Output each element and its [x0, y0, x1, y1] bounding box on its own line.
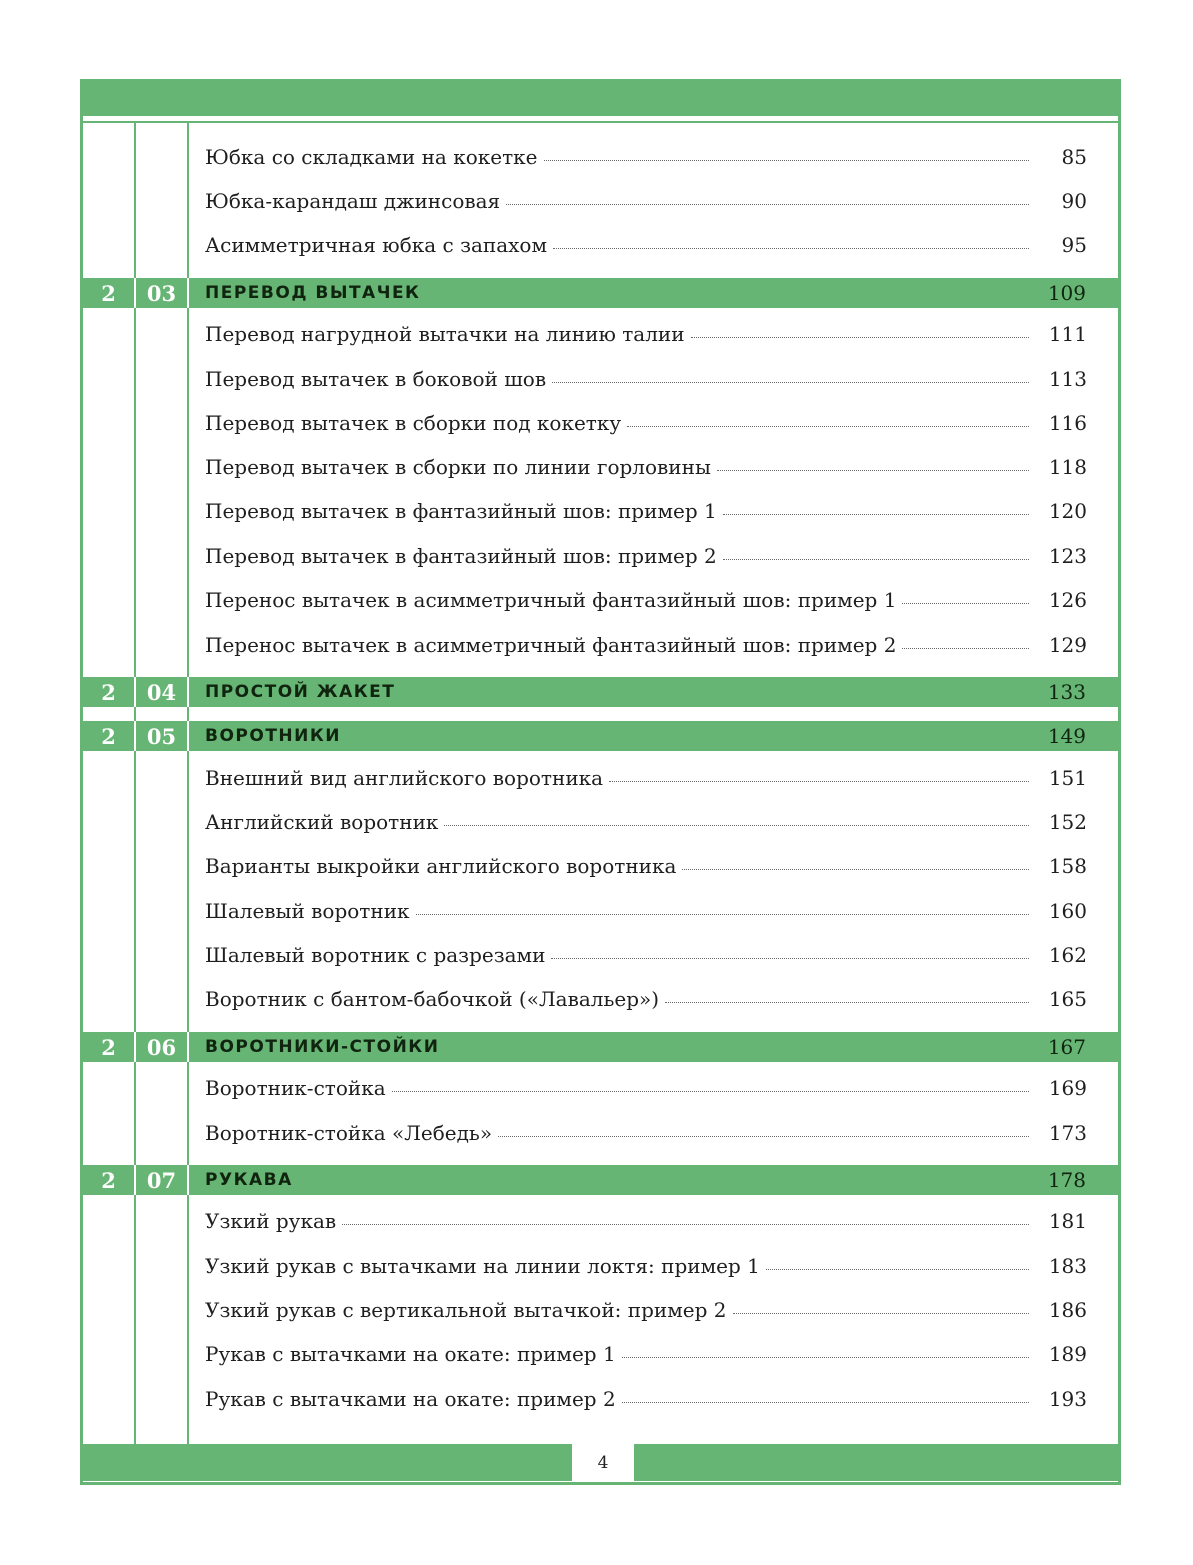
- section-divider: [187, 1165, 189, 1195]
- toc-entry[interactable]: [205, 233, 1087, 263]
- entry-page: 162: [1048, 943, 1087, 967]
- entry-page: 120: [1048, 499, 1087, 523]
- entry-page: 123: [1048, 544, 1087, 568]
- top-rule: [83, 121, 1118, 123]
- section-page: 109: [1047, 281, 1086, 305]
- dot-leader: [342, 1224, 1029, 1225]
- entry-page: 181: [1048, 1209, 1087, 1233]
- entry-title: Внешний вид английского воротника: [205, 766, 604, 790]
- section-title: ВОРОТНИКИ-СТОЙКИ: [205, 1037, 440, 1057]
- section-divider: [187, 677, 189, 707]
- chapter-number: 06: [146, 1034, 177, 1060]
- entry-page: 189: [1048, 1342, 1087, 1366]
- entry-title: Воротник-стойка «Лебедь»: [205, 1121, 493, 1145]
- entry-page: 126: [1048, 588, 1087, 612]
- toc-entry[interactable]: [205, 810, 1087, 840]
- part-number: 2: [101, 280, 116, 306]
- toc-entry[interactable]: [205, 367, 1087, 397]
- entry-page: 111: [1048, 322, 1087, 346]
- entry-title: Варианты выкройки английского воротника: [205, 854, 677, 878]
- toc-entry[interactable]: [205, 1076, 1087, 1106]
- section-header[interactable]: [83, 1165, 1118, 1195]
- section-header[interactable]: [83, 677, 1118, 707]
- section-page: 133: [1047, 680, 1086, 704]
- section-title: РУКАВА: [205, 1170, 293, 1190]
- entry-page: 90: [1061, 189, 1087, 213]
- entry-page: 158: [1048, 854, 1087, 878]
- page-number-box: [569, 1444, 637, 1481]
- dot-leader: [553, 248, 1029, 249]
- dot-leader: [733, 1313, 1029, 1314]
- dot-leader: [552, 382, 1029, 383]
- part-column-divider: [134, 123, 136, 1447]
- toc-entry[interactable]: [205, 499, 1087, 529]
- toc-entry[interactable]: [205, 987, 1087, 1017]
- section-header[interactable]: [83, 1032, 1118, 1062]
- entry-title: Рукав с вытачками на окате: пример 1: [205, 1342, 616, 1366]
- entry-page: 193: [1048, 1387, 1087, 1411]
- toc-entry[interactable]: [205, 1254, 1087, 1284]
- entry-title: Воротник-стойка: [205, 1076, 386, 1100]
- entry-title: Перевод вытачек в боковой шов: [205, 367, 547, 391]
- entry-page: 118: [1048, 455, 1087, 479]
- entry-title: Перевод вытачек в фантазийный шов: пример 1: [205, 499, 717, 523]
- toc-entry[interactable]: [205, 1387, 1087, 1417]
- toc-entry[interactable]: [205, 633, 1087, 663]
- entry-title: Асимметричная юбка с запахом: [205, 233, 548, 257]
- dot-leader: [717, 470, 1029, 471]
- toc-entry[interactable]: [205, 544, 1087, 574]
- dot-leader: [682, 869, 1029, 870]
- entry-title: Английский воротник: [205, 810, 439, 834]
- chapter-number: 07: [146, 1167, 177, 1193]
- dot-leader: [902, 603, 1029, 604]
- dot-leader: [444, 825, 1029, 826]
- entry-title: Юбка-карандаш джинсовая: [205, 189, 501, 213]
- dot-leader: [691, 337, 1029, 338]
- section-divider: [187, 278, 189, 308]
- part-number: 2: [101, 1167, 116, 1193]
- dot-leader: [416, 914, 1029, 915]
- toc-page: [80, 79, 1121, 1485]
- dot-leader: [902, 648, 1029, 649]
- page-number: 4: [597, 1452, 609, 1473]
- section-page: 149: [1047, 724, 1086, 748]
- entry-page: 116: [1048, 411, 1087, 435]
- toc-entry[interactable]: [205, 588, 1087, 618]
- dot-leader: [506, 204, 1029, 205]
- toc-entry[interactable]: [205, 1342, 1087, 1372]
- entry-page: 186: [1048, 1298, 1087, 1322]
- section-header[interactable]: [83, 278, 1118, 308]
- chapter-number: 03: [146, 280, 177, 306]
- toc-entry[interactable]: [205, 766, 1087, 796]
- dot-leader: [766, 1269, 1029, 1270]
- chapter-column-divider: [187, 123, 189, 1447]
- entry-page: 169: [1048, 1076, 1087, 1100]
- toc-entry[interactable]: [205, 455, 1087, 485]
- entry-title: Шалевый воротник: [205, 899, 410, 923]
- section-title: ВОРОТНИКИ: [205, 726, 341, 746]
- dot-leader: [665, 1002, 1029, 1003]
- dot-leader: [551, 958, 1029, 959]
- dot-leader: [498, 1136, 1029, 1137]
- entry-page: 95: [1061, 233, 1087, 257]
- dot-leader: [622, 1357, 1029, 1358]
- part-number: 2: [101, 1034, 116, 1060]
- toc-entry[interactable]: [205, 899, 1087, 929]
- toc-entry[interactable]: [205, 189, 1087, 219]
- entry-title: Узкий рукав: [205, 1209, 337, 1233]
- section-page: 178: [1047, 1168, 1086, 1192]
- toc-entry[interactable]: [205, 145, 1087, 175]
- entry-title: Воротник с бантом-бабочкой («Лавальер»): [205, 987, 660, 1011]
- dot-leader: [627, 426, 1029, 427]
- entry-page: 165: [1048, 987, 1087, 1011]
- dot-leader: [392, 1091, 1029, 1092]
- entry-title: Рукав с вытачками на окате: пример 2: [205, 1387, 616, 1411]
- dot-leader: [723, 559, 1029, 560]
- part-number: 2: [101, 679, 116, 705]
- entry-page: 151: [1048, 766, 1087, 790]
- toc-entry[interactable]: [205, 322, 1087, 352]
- entry-page: 183: [1048, 1254, 1087, 1278]
- top-bar: [83, 82, 1118, 116]
- chapter-number: 05: [146, 723, 177, 749]
- entry-page: 173: [1048, 1121, 1087, 1145]
- chapter-number: 04: [146, 679, 177, 705]
- section-divider: [187, 721, 189, 751]
- part-number: 2: [101, 723, 116, 749]
- entry-page: 85: [1061, 145, 1087, 169]
- entry-page: 113: [1048, 367, 1087, 391]
- section-title: ПЕРЕВОД ВЫТАЧЕК: [205, 283, 421, 303]
- entry-title: Шалевый воротник с разрезами: [205, 943, 546, 967]
- entry-page: 152: [1048, 810, 1087, 834]
- entry-page: 160: [1048, 899, 1087, 923]
- toc-entry[interactable]: [205, 411, 1087, 441]
- toc-entry[interactable]: [205, 1121, 1087, 1151]
- section-page: 167: [1047, 1035, 1086, 1059]
- entry-title: Узкий рукав с вертикальной вытачкой: пример 2: [205, 1298, 727, 1322]
- dot-leader: [723, 514, 1029, 515]
- dot-leader: [622, 1402, 1029, 1403]
- section-title: ПРОСТОЙ ЖАКЕТ: [205, 682, 396, 702]
- entry-title: Узкий рукав с вытачками на линии локтя: пример 1: [205, 1254, 760, 1278]
- entry-title: Перевод вытачек в сборки по линии горловины: [205, 455, 711, 479]
- toc-entry[interactable]: [205, 854, 1087, 884]
- dot-leader: [544, 160, 1030, 161]
- section-divider: [187, 1032, 189, 1062]
- entry-title: Перенос вытачек в асимметричный фантазийный шов: пример 2: [205, 633, 897, 657]
- entry-page: 129: [1048, 633, 1087, 657]
- toc-entry[interactable]: [205, 943, 1087, 973]
- toc-entry[interactable]: [205, 1298, 1087, 1328]
- toc-entry[interactable]: [205, 1209, 1087, 1239]
- entry-title: Перевод вытачек в фантазийный шов: пример 2: [205, 544, 717, 568]
- entry-title: Перевод вытачек в сборки под кокетку: [205, 411, 622, 435]
- entry-title: Перенос вытачек в асимметричный фантазийный шов: пример 1: [205, 588, 897, 612]
- dot-leader: [609, 781, 1029, 782]
- entry-title: Юбка со складками на кокетке: [205, 145, 538, 169]
- entry-title: Перевод нагрудной вытачки на линию талии: [205, 322, 685, 346]
- section-header[interactable]: [83, 721, 1118, 751]
